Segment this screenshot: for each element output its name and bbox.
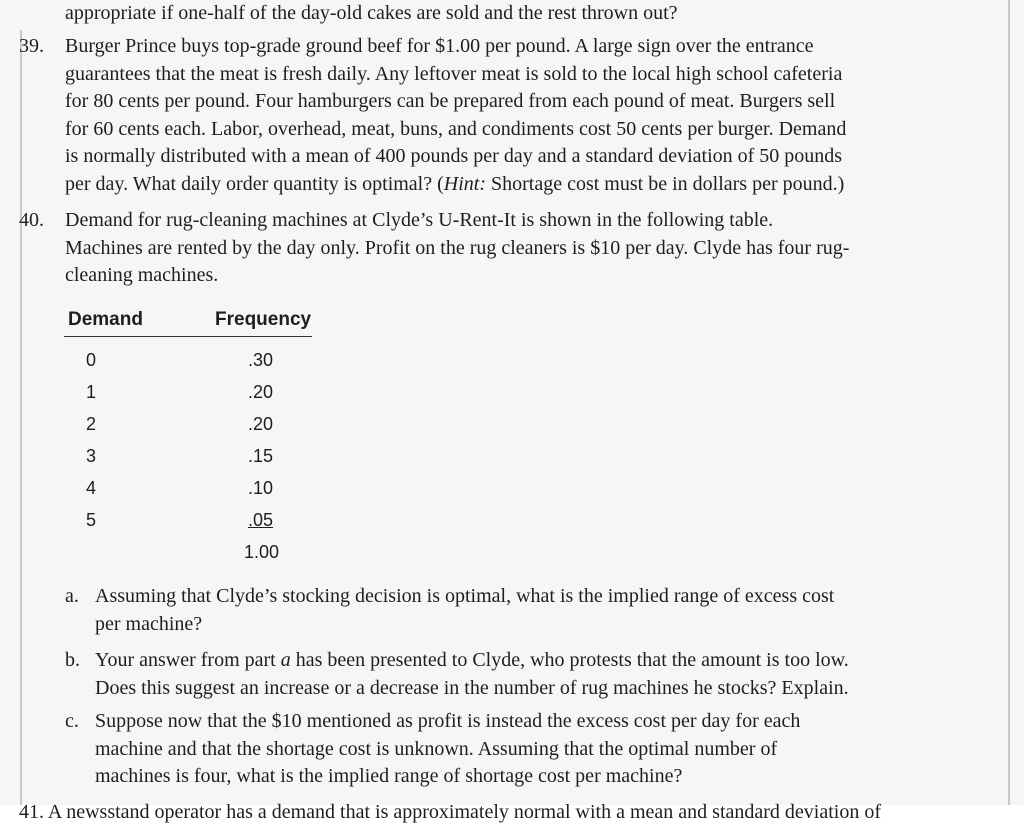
page-border-left: [20, 30, 22, 805]
table-header-rule: [64, 336, 312, 337]
problem-39-last-line: per day. What daily order quantity is optimal? (Hint: Shortage cost must be in dollars per pound.): [65, 172, 845, 195]
hint-label: Hint:: [443, 172, 486, 195]
part-a-line: Assuming that Clyde’s stocking decision is optimal, what is the implied range of excess cost: [95, 585, 835, 607]
table-cell-demand: 0: [86, 350, 97, 370]
table-cell-demand: 3: [86, 446, 97, 466]
problem-40-line: Machines are rented by the day only. Profit on the rug cleaners is $10 per day. Clyde has four rug-: [65, 236, 850, 259]
problem-39-line: Burger Prince buys top-grade ground beef for $1.00 per pound. A large sign over the entrance: [65, 35, 814, 57]
table-header-frequency: Frequency: [215, 309, 312, 330]
table-total: 1.00: [244, 542, 280, 562]
problem-39-line: is normally distributed with a mean of 400 pounds per day and a standard deviation of 50 pounds: [65, 145, 843, 167]
table-cell-demand: 1: [86, 382, 97, 402]
problem-39-line: guarantees that the meat is fresh daily. Any leftover meat is sold to the local high school cafeteria: [65, 62, 843, 85]
problem-40-number: 40.: [19, 209, 44, 231]
part-c-line: machines is four, what is the implied range of shortage cost per machine?: [95, 765, 683, 787]
problem-40-line: Demand for rug-cleaning machines at Clyde’s U-Rent-It is shown in the following table.: [65, 209, 774, 231]
problem-39-line: for 80 cents per pound. Four hamburgers can be prepared from each pound of meat. Burgers sell: [65, 90, 836, 112]
table-cell-frequency: .05: [248, 510, 274, 530]
problem-39-number: 39.: [19, 35, 44, 57]
table-cell-frequency: .20: [248, 382, 274, 402]
part-a-label: a.: [65, 585, 79, 607]
table-cell-frequency: .20: [248, 414, 274, 434]
previous-problem-tail: appropriate if one-half of the day-old cakes are sold and the rest thrown out?: [65, 2, 678, 24]
part-b-label: b.: [65, 649, 80, 671]
table-cell-demand: 5: [86, 510, 97, 530]
part-b-line: Your answer from part a has been presented to Clyde, who protests that the amount is too low.: [95, 649, 849, 671]
table-cell-demand: 2: [86, 414, 97, 434]
table-header-demand: Demand: [68, 309, 143, 330]
part-c-line: Suppose now that the $10 mentioned as profit is instead the excess cost per day for each: [95, 710, 801, 732]
part-c-line: machine and that the shortage cost is unknown. Assuming that the optimal number of: [95, 737, 778, 760]
table-cell-frequency: .30: [248, 350, 274, 370]
part-a-line: per machine?: [95, 612, 203, 635]
part-c-label: c.: [65, 710, 79, 732]
table-cell-frequency: .15: [248, 446, 274, 466]
problem-39-line: for 60 cents each. Labor, overhead, meat, buns, and condiments cost 50 cents per burger. Demand: [65, 117, 847, 140]
problem-40-line: cleaning machines.: [65, 264, 219, 286]
next-problem-cutoff: 41. A newsstand operator has a demand that is approximately normal with a mean and standard deviation of: [19, 801, 881, 823]
page-border-right: [1008, 0, 1010, 805]
table-cell-frequency: .10: [248, 478, 274, 498]
table-cell-demand: 4: [86, 478, 97, 498]
part-b-line: Does this suggest an increase or a decrease in the number of rug machines he stocks? Explain.: [95, 676, 849, 699]
